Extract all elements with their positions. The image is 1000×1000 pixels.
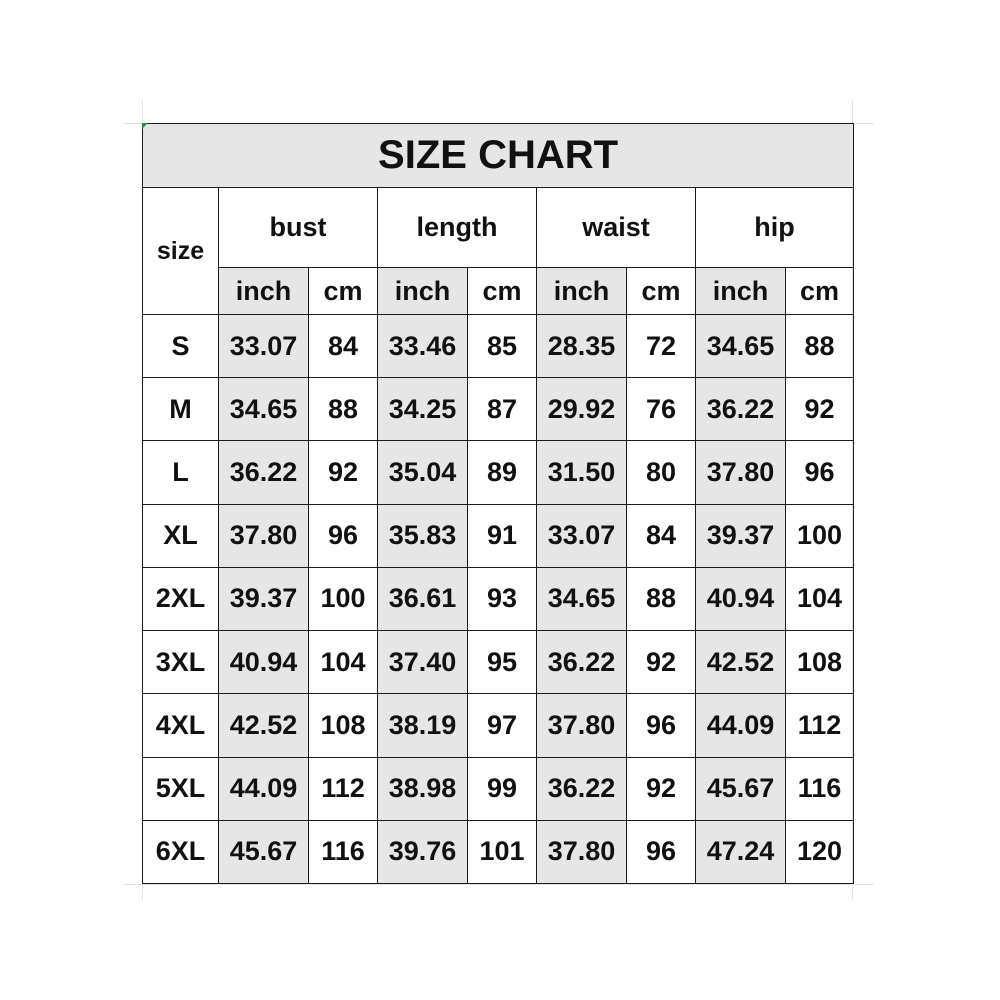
length-cm-value: 99 <box>468 757 537 820</box>
table-row <box>143 441 854 504</box>
size-label: 4XL <box>143 694 219 757</box>
waist-inch-value: 36.22 <box>537 631 627 694</box>
group-header-row <box>143 188 854 268</box>
hip-cm-value: 116 <box>786 757 854 820</box>
waist-cm-value: 88 <box>627 567 696 630</box>
length-inch-value: 35.83 <box>378 504 468 567</box>
bust-group-header: bust <box>219 188 378 268</box>
bust-cm-value: 104 <box>309 631 378 694</box>
length-group-header: length <box>378 188 537 268</box>
hip-inch-value: 37.80 <box>696 441 786 504</box>
unit-header-row <box>143 268 854 315</box>
hip-inch-value: 36.22 <box>696 378 786 441</box>
hip-cm-value: 100 <box>786 504 854 567</box>
bust-cm-value: 96 <box>309 504 378 567</box>
hip-cm-value: 88 <box>786 315 854 378</box>
length-inch-header: inch <box>378 268 468 315</box>
bust-cm-value: 88 <box>309 378 378 441</box>
length-cm-value: 87 <box>468 378 537 441</box>
waist-inch-value: 37.80 <box>537 694 627 757</box>
waist-cm-value: 92 <box>627 631 696 694</box>
waist-inch-value: 31.50 <box>537 441 627 504</box>
table-row <box>143 631 854 694</box>
waist-inch-value: 28.35 <box>537 315 627 378</box>
hip-inch-value: 42.52 <box>696 631 786 694</box>
size-label: 5XL <box>143 757 219 820</box>
length-inch-value: 37.40 <box>378 631 468 694</box>
length-inch-value: 34.25 <box>378 378 468 441</box>
length-inch-value: 38.98 <box>378 757 468 820</box>
length-cm-value: 89 <box>468 441 537 504</box>
size-label: S <box>143 315 219 378</box>
waist-inch-value: 34.65 <box>537 567 627 630</box>
table-row <box>143 757 854 820</box>
length-inch-value: 35.04 <box>378 441 468 504</box>
size-label: 6XL <box>143 820 219 883</box>
table-row <box>143 694 854 757</box>
bust-cm-header: cm <box>309 268 378 315</box>
hip-cm-value: 104 <box>786 567 854 630</box>
length-cm-value: 95 <box>468 631 537 694</box>
hip-inch-value: 47.24 <box>696 820 786 883</box>
size-chart-table <box>142 123 854 884</box>
chart-title: SIZE CHART <box>143 124 854 188</box>
length-cm-value: 97 <box>468 694 537 757</box>
size-label: L <box>143 441 219 504</box>
hip-cm-value: 92 <box>786 378 854 441</box>
table-row <box>143 315 854 378</box>
size-label: M <box>143 378 219 441</box>
size-label: XL <box>143 504 219 567</box>
waist-group-header: waist <box>537 188 696 268</box>
length-inch-value: 36.61 <box>378 567 468 630</box>
size-column-header: size <box>143 188 219 315</box>
length-inch-value: 39.76 <box>378 820 468 883</box>
length-cm-value: 93 <box>468 567 537 630</box>
bust-inch-header: inch <box>219 268 309 315</box>
waist-cm-value: 80 <box>627 441 696 504</box>
size-label: 2XL <box>143 567 219 630</box>
bust-inch-value: 34.65 <box>219 378 309 441</box>
hip-inch-value: 45.67 <box>696 757 786 820</box>
bust-inch-value: 44.09 <box>219 757 309 820</box>
size-label: 3XL <box>143 631 219 694</box>
hip-cm-value: 108 <box>786 631 854 694</box>
hip-inch-value: 34.65 <box>696 315 786 378</box>
waist-cm-value: 76 <box>627 378 696 441</box>
length-cm-value: 91 <box>468 504 537 567</box>
waist-cm-value: 96 <box>627 694 696 757</box>
waist-cm-value: 84 <box>627 504 696 567</box>
hip-cm-value: 96 <box>786 441 854 504</box>
bust-cm-value: 100 <box>309 567 378 630</box>
bust-inch-value: 33.07 <box>219 315 309 378</box>
hip-inch-value: 39.37 <box>696 504 786 567</box>
length-cm-value: 101 <box>468 820 537 883</box>
waist-inch-header: inch <box>537 268 627 315</box>
length-inch-value: 38.19 <box>378 694 468 757</box>
waist-inch-value: 33.07 <box>537 504 627 567</box>
hip-inch-header: inch <box>696 268 786 315</box>
bust-cm-value: 92 <box>309 441 378 504</box>
hip-inch-value: 40.94 <box>696 567 786 630</box>
bust-cm-value: 84 <box>309 315 378 378</box>
hip-cm-value: 112 <box>786 694 854 757</box>
bust-inch-value: 36.22 <box>219 441 309 504</box>
hip-group-header: hip <box>696 188 854 268</box>
bust-inch-value: 37.80 <box>219 504 309 567</box>
table-row <box>143 820 854 883</box>
title-row <box>143 124 854 188</box>
bust-inch-value: 42.52 <box>219 694 309 757</box>
hip-inch-value: 44.09 <box>696 694 786 757</box>
waist-cm-value: 92 <box>627 757 696 820</box>
bust-inch-value: 40.94 <box>219 631 309 694</box>
hip-cm-header: cm <box>786 268 854 315</box>
bust-cm-value: 108 <box>309 694 378 757</box>
bust-inch-value: 39.37 <box>219 567 309 630</box>
table-row <box>143 378 854 441</box>
waist-cm-value: 96 <box>627 820 696 883</box>
length-cm-header: cm <box>468 268 537 315</box>
bust-cm-value: 116 <box>309 820 378 883</box>
waist-inch-value: 37.80 <box>537 820 627 883</box>
waist-cm-header: cm <box>627 268 696 315</box>
waist-inch-value: 29.92 <box>537 378 627 441</box>
bust-cm-value: 112 <box>309 757 378 820</box>
guide-line-bottom <box>124 884 874 885</box>
cell-selection-corner-icon <box>142 123 148 129</box>
length-cm-value: 85 <box>468 315 537 378</box>
table-row <box>143 504 854 567</box>
hip-cm-value: 120 <box>786 820 854 883</box>
length-inch-value: 33.46 <box>378 315 468 378</box>
table-row <box>143 567 854 630</box>
waist-inch-value: 36.22 <box>537 757 627 820</box>
bust-inch-value: 45.67 <box>219 820 309 883</box>
waist-cm-value: 72 <box>627 315 696 378</box>
